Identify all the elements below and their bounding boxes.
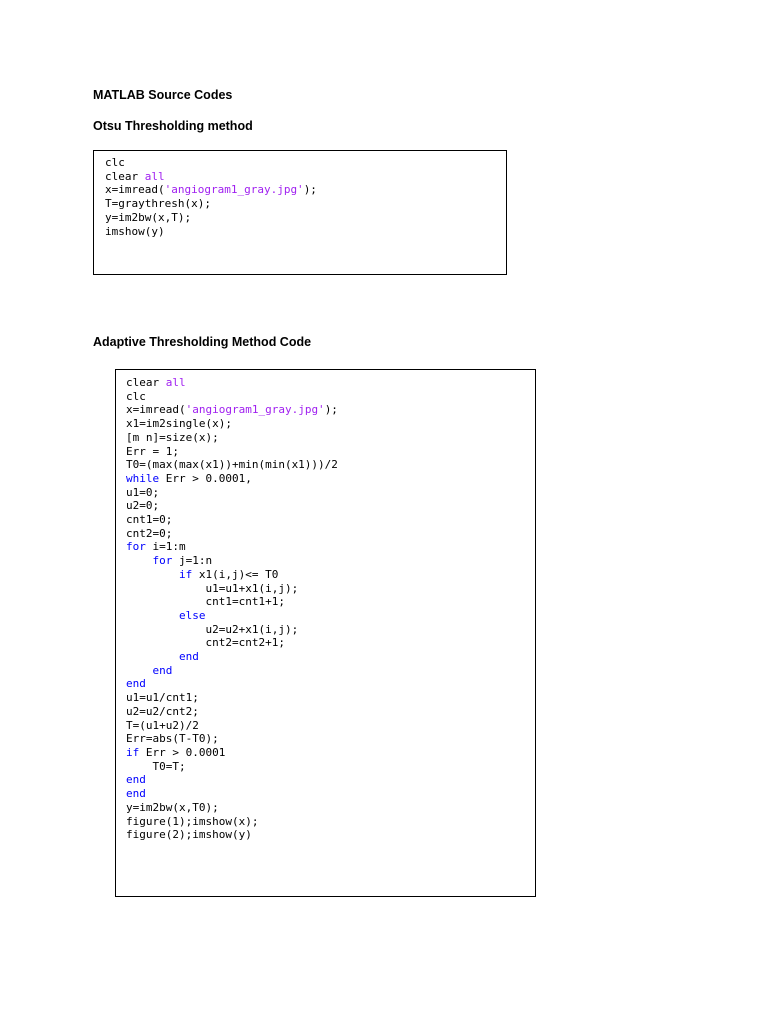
code-line (126, 705, 535, 719)
code-text: u1=0; (126, 485, 160, 499)
code-text: x=imread( (105, 183, 165, 197)
code-line (126, 623, 535, 637)
code-keyword: while (126, 471, 160, 485)
code-text: u2=u2/cnt2; (126, 704, 199, 718)
code-keyword: end (126, 677, 146, 691)
code-text: j=1:n (172, 554, 213, 568)
code-line (126, 554, 535, 568)
code-line (126, 527, 535, 541)
code-text (126, 664, 153, 677)
code-text (126, 554, 153, 567)
code-line (126, 650, 535, 664)
code-keyword: end (126, 773, 146, 787)
code-keyword: if (178, 567, 193, 581)
adaptive-code-block (126, 376, 535, 842)
code-keyword: if (126, 745, 140, 759)
code-line (126, 719, 535, 733)
otsu-code-box (93, 150, 507, 275)
code-text: T=(u1+u2)/2 (126, 718, 199, 732)
code-text (126, 568, 179, 581)
code-text: x=imread( (126, 403, 186, 417)
code-line (126, 486, 535, 500)
code-text: ); (303, 183, 317, 197)
code-keyword: end (178, 650, 199, 664)
code-line (126, 445, 535, 459)
code-keyword: end (152, 663, 173, 677)
code-text: cnt2=0; (126, 526, 173, 540)
code-line (126, 691, 535, 705)
code-line (126, 431, 535, 445)
code-line (126, 746, 535, 760)
code-line (126, 582, 535, 596)
otsu-code-block (105, 156, 506, 238)
code-text: y=im2bw(x,T); (105, 210, 192, 224)
code-string: all (165, 376, 186, 389)
code-keyword: end (126, 787, 146, 801)
code-text: clear (126, 376, 166, 389)
code-text: imshow(y) (105, 224, 165, 238)
code-line (126, 609, 535, 623)
code-line (126, 787, 535, 801)
code-text: u2=u2+x1(i,j); (126, 622, 299, 636)
code-line (126, 417, 535, 431)
code-line (126, 499, 535, 513)
code-text: u2=0; (126, 499, 160, 513)
code-text: ); (324, 403, 338, 417)
code-text: clc (126, 389, 146, 403)
code-text: cnt1=0; (126, 513, 173, 527)
adaptive-code-box (115, 369, 536, 897)
code-line (126, 828, 535, 842)
code-text: figure(2);imshow(y) (126, 828, 252, 842)
code-text: i=1:m (145, 540, 186, 554)
code-text: clc (105, 156, 125, 169)
code-text: figure(1);imshow(x); (126, 814, 259, 828)
code-line (126, 815, 535, 829)
code-keyword: else (178, 608, 206, 622)
code-keyword: for (152, 554, 173, 568)
code-text: x1(i,j)<= T0 (192, 567, 279, 581)
code-line (126, 773, 535, 787)
code-line (105, 156, 506, 170)
code-text: u1=u1+x1(i,j); (126, 581, 299, 595)
code-line (105, 211, 506, 225)
code-text: Err=abs(T-T0); (126, 732, 219, 746)
page-title: MATLAB Source Codes (93, 88, 233, 102)
otsu-section-heading: Otsu Thresholding method (93, 119, 253, 133)
code-keyword: for (126, 540, 146, 554)
code-line (126, 376, 535, 390)
code-text: [m n]=size(x); (126, 430, 219, 444)
code-text (126, 650, 179, 663)
code-text: u1=u1/cnt1; (126, 691, 199, 705)
code-line (126, 677, 535, 691)
code-line (105, 197, 506, 211)
code-line (126, 472, 535, 486)
code-line (126, 595, 535, 609)
code-line (105, 183, 506, 197)
adaptive-section-heading: Adaptive Thresholding Method Code (93, 335, 312, 349)
code-text: x1=im2single(x); (126, 417, 232, 431)
code-text: Err > 0.0001 (139, 745, 226, 759)
code-line (126, 458, 535, 472)
code-text: cnt2=cnt2+1; (126, 636, 285, 650)
code-text: T0=T; (126, 759, 186, 773)
code-line (126, 540, 535, 554)
code-line (126, 390, 535, 404)
code-text: cnt1=cnt1+1; (126, 595, 285, 609)
code-text: T0=(max(max(x1))+min(min(x1)))/2 (126, 458, 338, 472)
code-line (126, 513, 535, 527)
code-line (126, 403, 535, 417)
code-string: all (144, 169, 165, 183)
code-string: 'angiogram1_gray.jpg' (185, 403, 325, 417)
code-line (126, 636, 535, 650)
code-line (126, 732, 535, 746)
code-line (126, 568, 535, 582)
code-text: Err = 1; (126, 444, 179, 458)
code-line (105, 170, 506, 184)
code-text: T=graythresh(x); (105, 197, 211, 211)
code-line (105, 225, 506, 239)
code-text: y=im2bw(x,T0); (126, 800, 219, 814)
code-text: Err > 0.0001, (159, 471, 252, 485)
code-line (126, 664, 535, 678)
code-text (126, 609, 179, 622)
code-string: 'angiogram1_gray.jpg' (164, 183, 304, 197)
code-text: clear (105, 169, 145, 183)
code-line (126, 760, 535, 774)
code-line (126, 801, 535, 815)
